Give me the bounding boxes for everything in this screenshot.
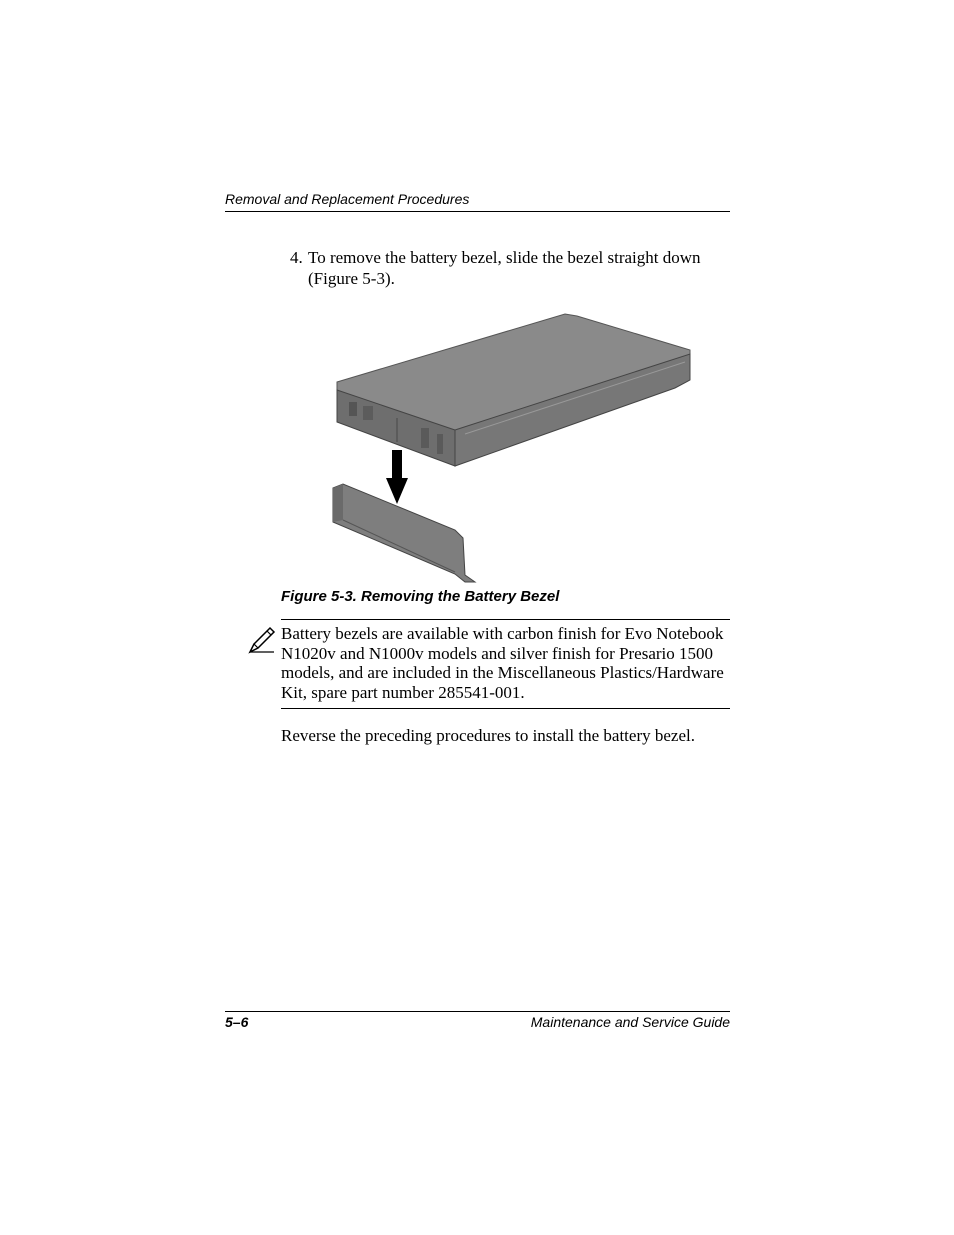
guide-title: Maintenance and Service Guide: [530, 1014, 730, 1030]
step-text: To remove the battery bezel, slide the bezel straight down (Figure 5-3).: [308, 248, 701, 288]
note-top-rule: [281, 619, 730, 620]
battery-bezel-figure: [325, 310, 695, 585]
body-paragraph: Reverse the preceding procedures to install the battery bezel.: [281, 726, 695, 745]
battery-and-bezel-illustration: [325, 310, 695, 585]
page-number: 5–6: [225, 1014, 249, 1030]
footer-rule: [225, 1011, 730, 1012]
note-text: Battery bezels are available with carbon finish for Evo Notebook N1020v and N1000v models and silver finish for Presario 1500 models, and are included in the Miscellaneous Plastics/Hardware Kit, spare part number 285541-001.: [281, 624, 724, 702]
running-header: Removal and Replacement Procedures: [225, 191, 470, 207]
figure-caption: Figure 5-3. Removing the Battery Bezel: [281, 588, 560, 605]
header-rule: [225, 211, 730, 212]
pencil-note-icon: [246, 626, 276, 656]
note-bottom-rule: [281, 708, 730, 709]
step-number: 4.: [290, 248, 303, 267]
bezel-piece: [333, 484, 475, 582]
down-arrow-icon: [386, 450, 408, 504]
